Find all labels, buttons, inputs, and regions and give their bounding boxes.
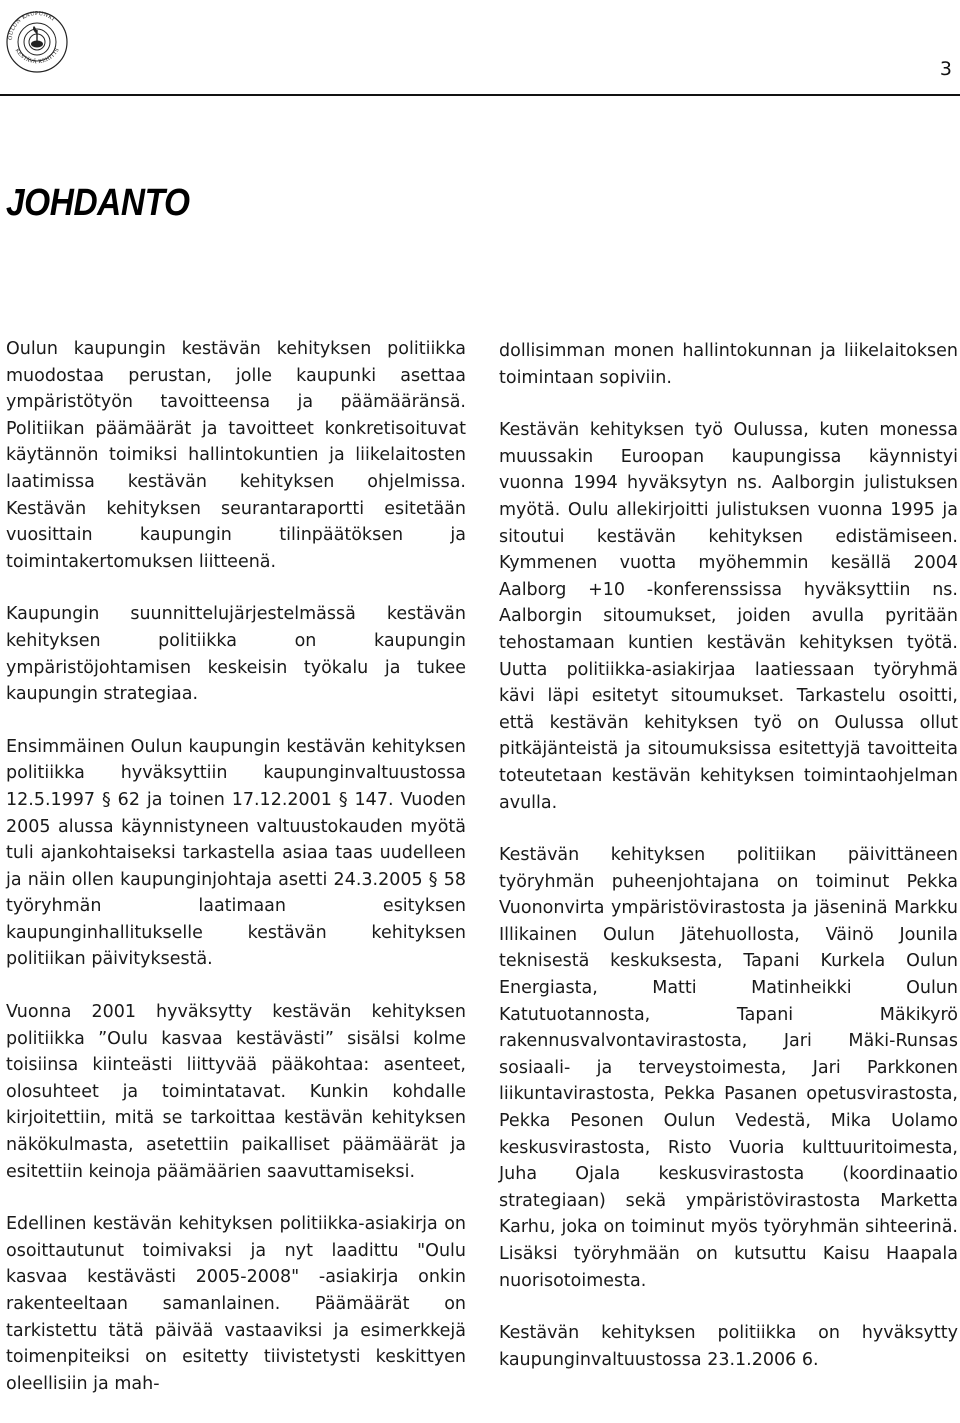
- paragraph: Kestävän kehityksen työ Oulussa, kuten monessa muussakin Euroopan kaupungissa käynnistyi vuonna 1994 hyväksytyn ns. Aalborgin julistuksen myötä. Oulu allekirjoitti julistuksen vuonna 1995 ja sitoutui kestävän kehityksen edistämiseen. Kymmenen vuotta myöhemmin kesällä 2004 Aalborg +10 -konferenssissa hyväksyttiin ns. Aalborgin sitoumukset, joiden avulla pyritään tehostamaan kuntien kestävän kehityksen työtä. Uutta politiikka-asiakirjaa laatiessaan työryhmä kävi läpi esitetyt sitoumukset. Tarkastelu osoitti, että kestävän kehityksen työ on Oulussa ollut pitkäjänteistä ja sitoumuksissa esitettyjä tavoitteita toteutetaan kestävän kehityksen toimintaohjelman avulla.: [499, 420, 958, 813]
- paragraph: Vuonna 2001 hyväksytty kestävän kehityksen politiikka ”Oulu kasvaa kestävästi” sisälsi kolme toisiinsa kiinteästi liittyvää pääkohtaa: asenteet, olosuhteet ja toimintatavat. Kunkin kohdalle kirjoitettiin, mitä se tarkoittaa kestävän kehityksen näkökulmasta, asetettiin paikalliset päämäärät ja esitettiin keinoja päämäärien saavuttamiseksi.: [6, 1002, 466, 1182]
- header-rule: [0, 94, 960, 96]
- paragraph: Oulun kaupungin kestävän kehityksen politiikka muodostaa perustan, jolle kaupunki asettaa ympäristötyön tavoitteensa ja päämääränsä. Politiikan päämäärät ja tavoitteet konkretisoituvat käytännön toimiksi hallintokuntien ja liikelaitosten laatimissa kestävän kehityksen ohjelmissa. Kestävän kehityksen seurantaraportti esitetään vuosittain kaupungin tilinpäätöksen ja toimintakertomuksen liitteenä.: [6, 339, 466, 572]
- section-heading: JOHDANTO: [6, 182, 190, 224]
- left-column: [6, 336, 466, 1423]
- logo-emblem-icon: [4, 0, 70, 80]
- logo-text-top: OULUN KAUPUNKI: [7, 10, 56, 41]
- paragraph: Kestävän kehityksen politiikan päivittäneen työryhmän puheenjohtajana on toiminut Pekka Vuononvirta ympäristövirastosta ja jäseninä Markku Illikainen Oulun Jätehuollosta, Väinö Jounila teknisestä keskuksesta, Tapani Kurkela Oulun Energiasta, Matti Matinheikki Oulun Katutuotannosta, Tapani Mäkikyrö rakennusvalvontavirastosta, Jari Mäki-Runsas sosiaali- ja terveystoimesta, Jari Parkkonen liikuntavirastosta, Pekka Pasanen opetusvirastosta, Pekka Pesonen Oulun Vedestä, Mika Uolamo keskusvirastosta, Risto Vuoria kulttuuritoimesta, Juha Ojala keskusvirastosta (koordinaatio strategiaan) sekä ympäristövirastosta Marketta Karhu, joka on toiminut myös työryhmän sihteerinä. Lisäksi työryhmään on kutsuttu Kaisu Haapala nuorisotoimesta.: [499, 845, 958, 1291]
- logo-text-bottom: KESTÄVÄ KEHITYS: [13, 47, 61, 66]
- paragraph: Edellinen kestävän kehityksen politiikka-asiakirja on osoittautunut toimivaksi ja nyt laadittu "Oulu kasvaa kestävästi 2005-2008" -asiakirja onkin rakenteeltaan samanlainen. Päämäärät on tarkistettu tätä päivää vastaaviksi ja esimerkkejä toimenpiteiksi on esitetty tiivistetysti keskittyen oleellisiin ja mah-: [6, 1214, 466, 1394]
- right-column: [499, 336, 958, 1399]
- oulu-sustainable-development-logo: [4, 0, 70, 80]
- paragraph: Kestävän kehityksen politiikka on hyväksytty kaupunginvaltuustossa 23.1.2006 6.: [499, 1323, 958, 1370]
- page-number: 3: [939, 58, 952, 80]
- paragraph: Kaupungin suunnittelujärjestelmässä kestävän kehityksen politiikka on kaupungin ympäristöjohtamisen keskeisin työkalu ja tukee kaupungin strategiaa.: [6, 604, 466, 705]
- paragraph: dollisimman monen hallintokunnan ja liikelaitoksen toimintaan sopiviin.: [499, 341, 958, 388]
- paragraph: Ensimmäinen Oulun kaupungin kestävän kehityksen politiikka hyväksyttiin kaupunginvaltuustossa 12.5.1997 § 62 ja toinen 17.12.2001 § 147. Vuoden 2005 alussa käynnistyneen valtuustokauden myötä tuli ajankohtaiseksi tarkastella asiaa taas uudelleen ja näin ollen kaupunginjohtaja asetti 24.3.2005 § 58 työryhmän laatimaan esityksen kaupunginhallitukselle kestävän kehityksen politiikan päivityksestä.: [6, 736, 466, 970]
